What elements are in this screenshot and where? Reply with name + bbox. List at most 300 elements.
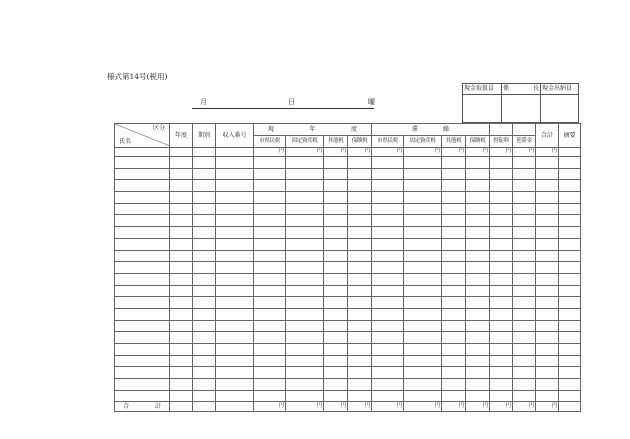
entry-cell[interactable] (490, 168, 513, 180)
entry-cell[interactable] (559, 379, 581, 391)
entry-cell[interactable] (348, 168, 372, 180)
entry-cell[interactable] (324, 297, 348, 309)
entry-cell[interactable] (404, 215, 442, 227)
entry-cell[interactable] (513, 157, 536, 169)
entry-cell[interactable] (286, 320, 324, 332)
entry-cell[interactable] (170, 367, 193, 379)
entry-cell[interactable] (115, 285, 170, 297)
entry-cell[interactable] (466, 308, 490, 320)
entry-cell[interactable] (348, 250, 372, 262)
entry-cell[interactable] (115, 332, 170, 344)
entry-cell[interactable] (536, 379, 559, 391)
entry-cell[interactable] (348, 203, 372, 215)
entry-cell[interactable] (193, 332, 216, 344)
entry-cell[interactable] (513, 320, 536, 332)
entry-cell[interactable] (466, 285, 490, 297)
entry-cell[interactable] (216, 308, 254, 320)
entry-cell[interactable] (286, 379, 324, 391)
entry-cell[interactable] (170, 227, 193, 239)
entry-cell[interactable] (490, 390, 513, 402)
entry-cell[interactable] (348, 262, 372, 274)
entry-cell[interactable] (324, 367, 348, 379)
entry-cell[interactable] (193, 227, 216, 239)
entry-cell[interactable] (559, 250, 581, 262)
entry-cell[interactable] (559, 308, 581, 320)
entry-cell[interactable] (324, 157, 348, 169)
entry-cell[interactable] (115, 238, 170, 250)
entry-cell[interactable] (466, 250, 490, 262)
entry-cell[interactable] (442, 308, 466, 320)
entry-cell[interactable] (559, 192, 581, 204)
entry-cell[interactable] (216, 390, 254, 402)
entry-cell[interactable] (193, 344, 216, 356)
entry-cell[interactable] (324, 344, 348, 356)
entry-cell[interactable] (404, 273, 442, 285)
entry-cell[interactable] (286, 227, 324, 239)
entry-cell[interactable] (404, 367, 442, 379)
entry-cell[interactable] (216, 344, 254, 356)
entry-cell[interactable] (170, 273, 193, 285)
entry-cell[interactable] (442, 250, 466, 262)
entry-cell[interactable] (115, 390, 170, 402)
entry-cell[interactable] (286, 157, 324, 169)
entry-cell[interactable] (490, 215, 513, 227)
entry-cell[interactable] (254, 168, 286, 180)
entry-cell[interactable] (115, 227, 170, 239)
entry-cell[interactable] (372, 215, 404, 227)
entry-cell[interactable] (193, 285, 216, 297)
entry-cell[interactable] (404, 180, 442, 192)
entry-cell[interactable] (216, 297, 254, 309)
entry-cell[interactable] (170, 238, 193, 250)
entry-cell[interactable] (254, 379, 286, 391)
entry-cell[interactable] (536, 250, 559, 262)
entry-cell[interactable] (536, 308, 559, 320)
entry-cell[interactable] (372, 320, 404, 332)
entry-cell[interactable] (490, 157, 513, 169)
stamp-box-cashier[interactable] (463, 95, 502, 123)
entry-cell[interactable] (254, 332, 286, 344)
entry-cell[interactable] (254, 308, 286, 320)
entry-cell[interactable] (216, 192, 254, 204)
entry-cell[interactable] (442, 344, 466, 356)
entry-cell[interactable] (466, 332, 490, 344)
entry-cell[interactable] (442, 379, 466, 391)
entry-cell[interactable] (536, 285, 559, 297)
entry-cell[interactable] (170, 215, 193, 227)
entry-cell[interactable] (404, 168, 442, 180)
entry-cell[interactable] (372, 332, 404, 344)
entry-cell[interactable] (404, 203, 442, 215)
entry-cell[interactable] (216, 168, 254, 180)
entry-cell[interactable] (490, 180, 513, 192)
entry-cell[interactable] (286, 238, 324, 250)
entry-cell[interactable] (466, 390, 490, 402)
entry-cell[interactable] (324, 262, 348, 274)
entry-cell[interactable] (442, 262, 466, 274)
entry-cell[interactable] (536, 215, 559, 227)
entry-cell[interactable] (466, 180, 490, 192)
entry-cell[interactable] (324, 320, 348, 332)
entry-cell[interactable] (324, 238, 348, 250)
entry-cell[interactable] (536, 332, 559, 344)
entry-cell[interactable] (115, 180, 170, 192)
entry-cell[interactable] (324, 203, 348, 215)
entry-cell[interactable] (559, 332, 581, 344)
entry-cell[interactable] (442, 215, 466, 227)
entry-cell[interactable] (404, 390, 442, 402)
entry-cell[interactable] (348, 297, 372, 309)
entry-cell[interactable] (216, 285, 254, 297)
entry-cell[interactable] (115, 379, 170, 391)
entry-cell[interactable] (559, 367, 581, 379)
entry-cell[interactable] (254, 250, 286, 262)
entry-cell[interactable] (372, 238, 404, 250)
entry-cell[interactable] (442, 390, 466, 402)
entry-cell[interactable] (372, 157, 404, 169)
entry-cell[interactable] (466, 344, 490, 356)
entry-cell[interactable] (490, 262, 513, 274)
entry-cell[interactable] (115, 215, 170, 227)
entry-cell[interactable] (193, 180, 216, 192)
entry-cell[interactable] (324, 285, 348, 297)
entry-cell[interactable] (490, 308, 513, 320)
entry-cell[interactable] (170, 379, 193, 391)
entry-cell[interactable] (348, 192, 372, 204)
entry-cell[interactable] (404, 250, 442, 262)
entry-cell[interactable] (286, 262, 324, 274)
entry-cell[interactable] (324, 250, 348, 262)
entry-cell[interactable] (193, 355, 216, 367)
entry-cell[interactable] (559, 168, 581, 180)
entry-cell[interactable] (536, 262, 559, 274)
entry-cell[interactable] (466, 215, 490, 227)
entry-cell[interactable] (193, 379, 216, 391)
entry-cell[interactable] (404, 238, 442, 250)
entry-cell[interactable] (170, 203, 193, 215)
entry-cell[interactable] (193, 308, 216, 320)
entry-cell[interactable] (372, 250, 404, 262)
entry-cell[interactable] (193, 320, 216, 332)
entry-cell[interactable] (490, 273, 513, 285)
entry-cell[interactable] (559, 262, 581, 274)
entry-cell[interactable] (559, 215, 581, 227)
entry-cell[interactable] (490, 192, 513, 204)
entry-cell[interactable] (348, 238, 372, 250)
entry-cell[interactable] (404, 355, 442, 367)
entry-cell[interactable] (348, 157, 372, 169)
entry-cell[interactable] (442, 332, 466, 344)
entry-cell[interactable] (372, 390, 404, 402)
entry-cell[interactable] (404, 285, 442, 297)
entry-cell[interactable] (372, 379, 404, 391)
entry-cell[interactable] (513, 238, 536, 250)
entry-cell[interactable] (170, 250, 193, 262)
entry-cell[interactable] (513, 227, 536, 239)
entry-cell[interactable] (536, 367, 559, 379)
entry-cell[interactable] (254, 285, 286, 297)
entry-cell[interactable] (286, 168, 324, 180)
entry-cell[interactable] (193, 203, 216, 215)
entry-cell[interactable] (513, 344, 536, 356)
entry-cell[interactable] (254, 344, 286, 356)
entry-cell[interactable] (216, 250, 254, 262)
entry-cell[interactable] (536, 168, 559, 180)
entry-cell[interactable] (536, 192, 559, 204)
entry-cell[interactable] (348, 379, 372, 391)
entry-cell[interactable] (170, 262, 193, 274)
entry-cell[interactable] (286, 308, 324, 320)
entry-cell[interactable] (193, 238, 216, 250)
entry-cell[interactable] (466, 273, 490, 285)
stamp-box-section-chief[interactable] (502, 95, 541, 123)
entry-cell[interactable] (372, 367, 404, 379)
entry-cell[interactable] (286, 180, 324, 192)
entry-cell[interactable] (372, 297, 404, 309)
entry-cell[interactable] (466, 168, 490, 180)
entry-cell[interactable] (372, 192, 404, 204)
entry-cell[interactable] (216, 379, 254, 391)
entry-cell[interactable] (490, 250, 513, 262)
entry-cell[interactable] (216, 332, 254, 344)
entry-cell[interactable] (324, 379, 348, 391)
entry-cell[interactable] (254, 180, 286, 192)
entry-cell[interactable] (115, 262, 170, 274)
entry-cell[interactable] (254, 273, 286, 285)
entry-cell[interactable] (490, 203, 513, 215)
entry-cell[interactable] (513, 379, 536, 391)
entry-cell[interactable] (216, 157, 254, 169)
entry-cell[interactable] (442, 168, 466, 180)
entry-cell[interactable] (404, 332, 442, 344)
entry-cell[interactable] (286, 285, 324, 297)
entry-cell[interactable] (348, 308, 372, 320)
entry-cell[interactable] (170, 157, 193, 169)
entry-cell[interactable] (442, 355, 466, 367)
entry-cell[interactable] (442, 227, 466, 239)
entry-cell[interactable] (254, 192, 286, 204)
entry-cell[interactable] (536, 238, 559, 250)
entry-cell[interactable] (442, 367, 466, 379)
entry-cell[interactable] (193, 192, 216, 204)
entry-cell[interactable] (559, 297, 581, 309)
entry-cell[interactable] (115, 367, 170, 379)
entry-cell[interactable] (513, 262, 536, 274)
entry-cell[interactable] (536, 157, 559, 169)
entry-cell[interactable] (490, 379, 513, 391)
entry-cell[interactable] (286, 297, 324, 309)
entry-cell[interactable] (348, 273, 372, 285)
entry-cell[interactable] (170, 192, 193, 204)
entry-cell[interactable] (442, 192, 466, 204)
entry-cell[interactable] (348, 344, 372, 356)
entry-cell[interactable] (442, 180, 466, 192)
entry-cell[interactable] (490, 332, 513, 344)
entry-cell[interactable] (404, 262, 442, 274)
entry-cell[interactable] (559, 320, 581, 332)
entry-cell[interactable] (536, 355, 559, 367)
entry-cell[interactable] (170, 297, 193, 309)
entry-cell[interactable] (513, 250, 536, 262)
entry-cell[interactable] (404, 227, 442, 239)
entry-cell[interactable] (324, 168, 348, 180)
entry-cell[interactable] (324, 180, 348, 192)
entry-cell[interactable] (170, 332, 193, 344)
entry-cell[interactable] (466, 297, 490, 309)
entry-cell[interactable] (442, 320, 466, 332)
entry-cell[interactable] (286, 390, 324, 402)
entry-cell[interactable] (513, 192, 536, 204)
entry-cell[interactable] (216, 203, 254, 215)
entry-cell[interactable] (216, 215, 254, 227)
entry-cell[interactable] (559, 238, 581, 250)
entry-cell[interactable] (216, 273, 254, 285)
entry-cell[interactable] (559, 273, 581, 285)
entry-cell[interactable] (254, 390, 286, 402)
entry-cell[interactable] (216, 367, 254, 379)
entry-cell[interactable] (490, 320, 513, 332)
entry-cell[interactable] (254, 203, 286, 215)
entry-cell[interactable] (216, 355, 254, 367)
entry-cell[interactable] (466, 157, 490, 169)
entry-cell[interactable] (559, 390, 581, 402)
entry-cell[interactable] (193, 273, 216, 285)
entry-cell[interactable] (115, 273, 170, 285)
entry-cell[interactable] (348, 285, 372, 297)
entry-cell[interactable] (170, 180, 193, 192)
entry-cell[interactable] (216, 180, 254, 192)
entry-cell[interactable] (193, 262, 216, 274)
entry-cell[interactable] (536, 203, 559, 215)
entry-cell[interactable] (324, 355, 348, 367)
entry-cell[interactable] (170, 285, 193, 297)
entry-cell[interactable] (170, 320, 193, 332)
entry-cell[interactable] (324, 227, 348, 239)
entry-cell[interactable] (442, 238, 466, 250)
entry-cell[interactable] (216, 238, 254, 250)
entry-cell[interactable] (348, 332, 372, 344)
entry-cell[interactable] (404, 192, 442, 204)
entry-cell[interactable] (193, 297, 216, 309)
entry-cell[interactable] (442, 285, 466, 297)
entry-cell[interactable] (372, 203, 404, 215)
entry-cell[interactable] (442, 273, 466, 285)
entry-cell[interactable] (536, 180, 559, 192)
entry-cell[interactable] (513, 297, 536, 309)
entry-cell[interactable] (536, 320, 559, 332)
entry-cell[interactable] (286, 250, 324, 262)
entry-cell[interactable] (193, 250, 216, 262)
entry-cell[interactable] (490, 238, 513, 250)
entry-cell[interactable] (404, 308, 442, 320)
entry-cell[interactable] (466, 203, 490, 215)
entry-cell[interactable] (115, 308, 170, 320)
entry-cell[interactable] (442, 203, 466, 215)
entry-cell[interactable] (490, 227, 513, 239)
entry-cell[interactable] (193, 367, 216, 379)
entry-cell[interactable] (254, 367, 286, 379)
entry-cell[interactable] (513, 308, 536, 320)
entry-cell[interactable] (216, 262, 254, 274)
entry-cell[interactable] (536, 390, 559, 402)
entry-cell[interactable] (170, 390, 193, 402)
entry-cell[interactable] (513, 390, 536, 402)
entry-cell[interactable] (193, 390, 216, 402)
entry-cell[interactable] (442, 157, 466, 169)
entry-cell[interactable] (466, 367, 490, 379)
entry-cell[interactable] (466, 238, 490, 250)
entry-cell[interactable] (115, 203, 170, 215)
entry-cell[interactable] (513, 215, 536, 227)
entry-cell[interactable] (404, 297, 442, 309)
entry-cell[interactable] (404, 320, 442, 332)
entry-cell[interactable] (193, 168, 216, 180)
entry-cell[interactable] (559, 157, 581, 169)
entry-cell[interactable] (466, 227, 490, 239)
entry-cell[interactable] (254, 215, 286, 227)
entry-cell[interactable] (490, 344, 513, 356)
entry-cell[interactable] (490, 355, 513, 367)
entry-cell[interactable] (513, 285, 536, 297)
entry-cell[interactable] (372, 180, 404, 192)
entry-cell[interactable] (404, 344, 442, 356)
entry-cell[interactable] (348, 355, 372, 367)
entry-cell[interactable] (490, 285, 513, 297)
entry-cell[interactable] (254, 355, 286, 367)
entry-cell[interactable] (115, 297, 170, 309)
entry-cell[interactable] (115, 344, 170, 356)
entry-cell[interactable] (513, 355, 536, 367)
entry-cell[interactable] (372, 285, 404, 297)
entry-cell[interactable] (372, 308, 404, 320)
entry-cell[interactable] (466, 192, 490, 204)
entry-cell[interactable] (254, 262, 286, 274)
entry-cell[interactable] (348, 390, 372, 402)
entry-cell[interactable] (286, 215, 324, 227)
entry-cell[interactable] (115, 355, 170, 367)
entry-cell[interactable] (324, 192, 348, 204)
entry-cell[interactable] (442, 297, 466, 309)
entry-cell[interactable] (324, 308, 348, 320)
entry-cell[interactable] (559, 203, 581, 215)
entry-cell[interactable] (404, 157, 442, 169)
entry-cell[interactable] (348, 227, 372, 239)
entry-cell[interactable] (513, 168, 536, 180)
entry-cell[interactable] (170, 168, 193, 180)
entry-cell[interactable] (372, 227, 404, 239)
entry-cell[interactable] (466, 262, 490, 274)
entry-cell[interactable] (372, 273, 404, 285)
entry-cell[interactable] (193, 157, 216, 169)
entry-cell[interactable] (254, 297, 286, 309)
entry-cell[interactable] (170, 344, 193, 356)
entry-cell[interactable] (348, 320, 372, 332)
entry-cell[interactable] (286, 192, 324, 204)
entry-cell[interactable] (216, 227, 254, 239)
entry-cell[interactable] (490, 297, 513, 309)
entry-cell[interactable] (286, 332, 324, 344)
entry-cell[interactable] (286, 355, 324, 367)
entry-cell[interactable] (466, 320, 490, 332)
entry-cell[interactable] (115, 192, 170, 204)
entry-cell[interactable] (324, 390, 348, 402)
entry-cell[interactable] (536, 227, 559, 239)
entry-cell[interactable] (324, 332, 348, 344)
entry-cell[interactable] (254, 157, 286, 169)
entry-cell[interactable] (348, 180, 372, 192)
entry-cell[interactable] (324, 215, 348, 227)
entry-cell[interactable] (372, 355, 404, 367)
